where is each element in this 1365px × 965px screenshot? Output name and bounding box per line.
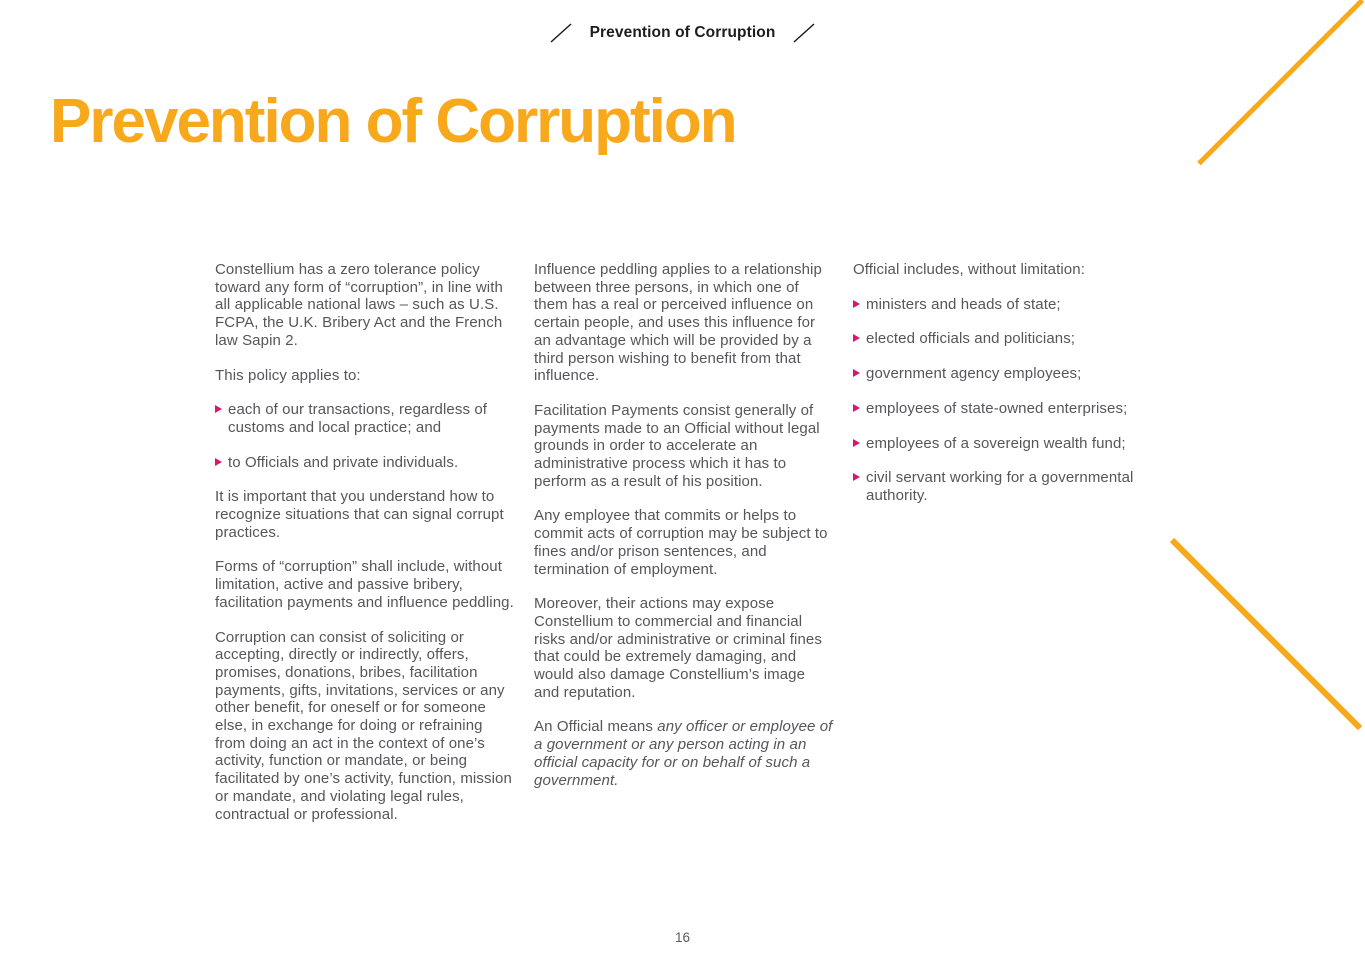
- running-header: [0, 22, 1365, 44]
- page-footer: [0, 929, 1365, 947]
- paragraph: Moreover, their actions may expose Constellium to commercial and financial risks and/or administrative or criminal fines that could be extremely damaging, and would also damage Constellium’s image and reputation.: [534, 595, 822, 701]
- text-column-1: [215, 261, 515, 823]
- bullet-list: [853, 296, 1153, 505]
- bullet-text: ministers and heads of state;: [866, 295, 1061, 313]
- paragraph: This policy applies to:: [215, 366, 361, 384]
- bullet-text: civil servant working for a governmental authority.: [866, 469, 1134, 504]
- bullet-arrow-icon: [853, 334, 860, 342]
- bullet-text: government agency employees;: [866, 365, 1082, 383]
- definition-lead-text: An Official means: [534, 718, 658, 736]
- paragraph: Corruption can consist of soliciting or accepting, directly or indirectly, offers, promises, donations, bribes, facilitation payments, gifts, invitations, services or any other benefit, for oneself or for someone else, in exchange for doing or refraining from doing an act in the context of one’s activity, function or mandate, or being facilitated by one’s activity, function, mission or mandate, and violating legal rules, contractual or professional.: [215, 628, 512, 823]
- bullet-text: employees of state-owned enterprises;: [866, 399, 1128, 417]
- definition-italic-text: any officer or employee of a government or any person acting in an official capacity for or on behalf of such a government.: [534, 718, 833, 789]
- bullet-list: [215, 401, 515, 471]
- bullet-arrow-icon: [853, 473, 860, 481]
- slash-icon: [548, 22, 574, 44]
- paragraph: [534, 718, 834, 789]
- bullet-arrow-icon: [853, 439, 860, 447]
- list-item: [853, 400, 1153, 418]
- bullet-text: employees of a sovereign wealth fund;: [866, 434, 1126, 452]
- diagonal-line-bottom-right-decoration: [1170, 538, 1362, 730]
- slash-icon: [791, 22, 817, 44]
- paragraph: Forms of “corruption” shall include, without limitation, active and passive bribery, facilitation payments and influence peddling.: [215, 558, 514, 611]
- list-item: [853, 435, 1153, 453]
- list-item: [853, 330, 1153, 348]
- list-item: [215, 454, 515, 472]
- bullet-text: each of our transactions, regardless of customs and local practice; and: [228, 401, 488, 436]
- paragraph: Influence peddling applies to a relationship between three persons, in which one of them has a real or perceived influence on certain people, and uses this influence for an advantage which will be provided by a third person wishing to benefit from that influence.: [534, 261, 822, 385]
- page-number: 16: [674, 930, 691, 945]
- bullet-arrow-icon: [853, 369, 860, 377]
- bullet-text: elected officials and politicians;: [866, 330, 1076, 348]
- paragraph: It is important that you understand how to recognize situations that can signal corrupt practices.: [215, 488, 504, 541]
- page-title: Prevention of Corruption: [50, 87, 736, 156]
- bullet-arrow-icon: [215, 405, 222, 413]
- list-item: [215, 401, 515, 436]
- list-item: [853, 296, 1153, 314]
- bullet-arrow-icon: [853, 404, 860, 412]
- text-column-3: [853, 261, 1153, 522]
- bullet-text: to Officials and private individuals.: [228, 453, 459, 471]
- list-item: [853, 365, 1153, 383]
- bullet-arrow-icon: [853, 300, 860, 308]
- text-column-2: [534, 261, 834, 789]
- paragraph: Any employee that commits or helps to commit acts of corruption may be subject to fines and/or prison sentences, and termination of employment.: [534, 507, 828, 578]
- paragraph: Constellium has a zero tolerance policy toward any form of “corruption”, in line with all applicable national laws – such as U.S. FCPA, the U.K. Bribery Act and the French law Sapin 2.: [215, 261, 503, 349]
- running-header-title: Prevention of Corruption: [589, 24, 776, 41]
- paragraph: Facilitation Payments consist generally of payments made to an Official without legal grounds in order to accelerate an administrative process which it has to perform as a result of his position.: [534, 401, 820, 490]
- paragraph: Official includes, without limitation:: [853, 261, 1085, 278]
- bullet-arrow-icon: [215, 458, 222, 466]
- list-item: [853, 469, 1153, 504]
